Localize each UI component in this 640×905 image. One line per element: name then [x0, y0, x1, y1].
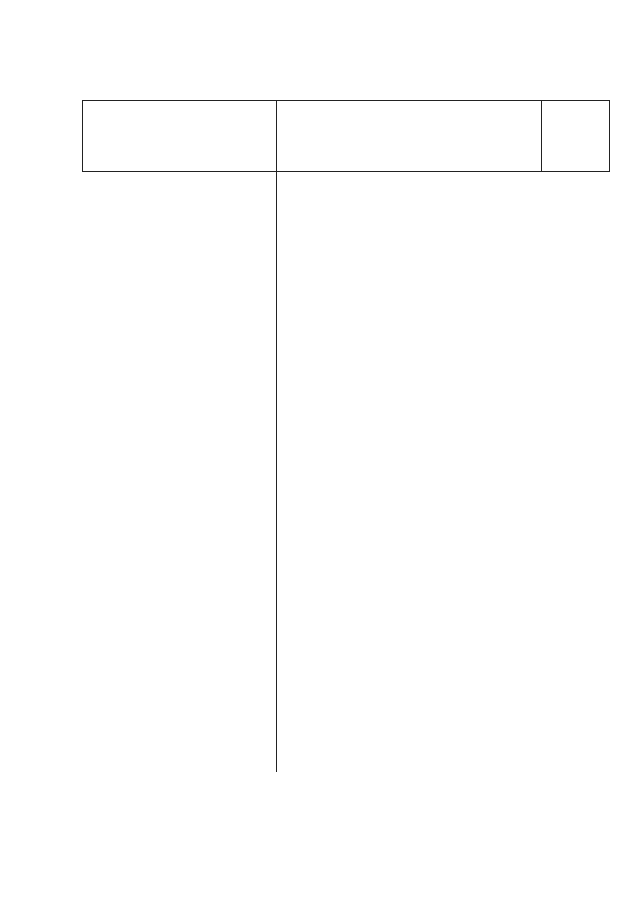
table-divider-name-level	[541, 100, 542, 172]
table-header-bottom-border	[82, 171, 610, 172]
table-right-border	[609, 100, 610, 172]
table-left-border	[82, 100, 83, 172]
table-divider-code-name	[276, 100, 277, 772]
table-top-border	[82, 100, 610, 101]
